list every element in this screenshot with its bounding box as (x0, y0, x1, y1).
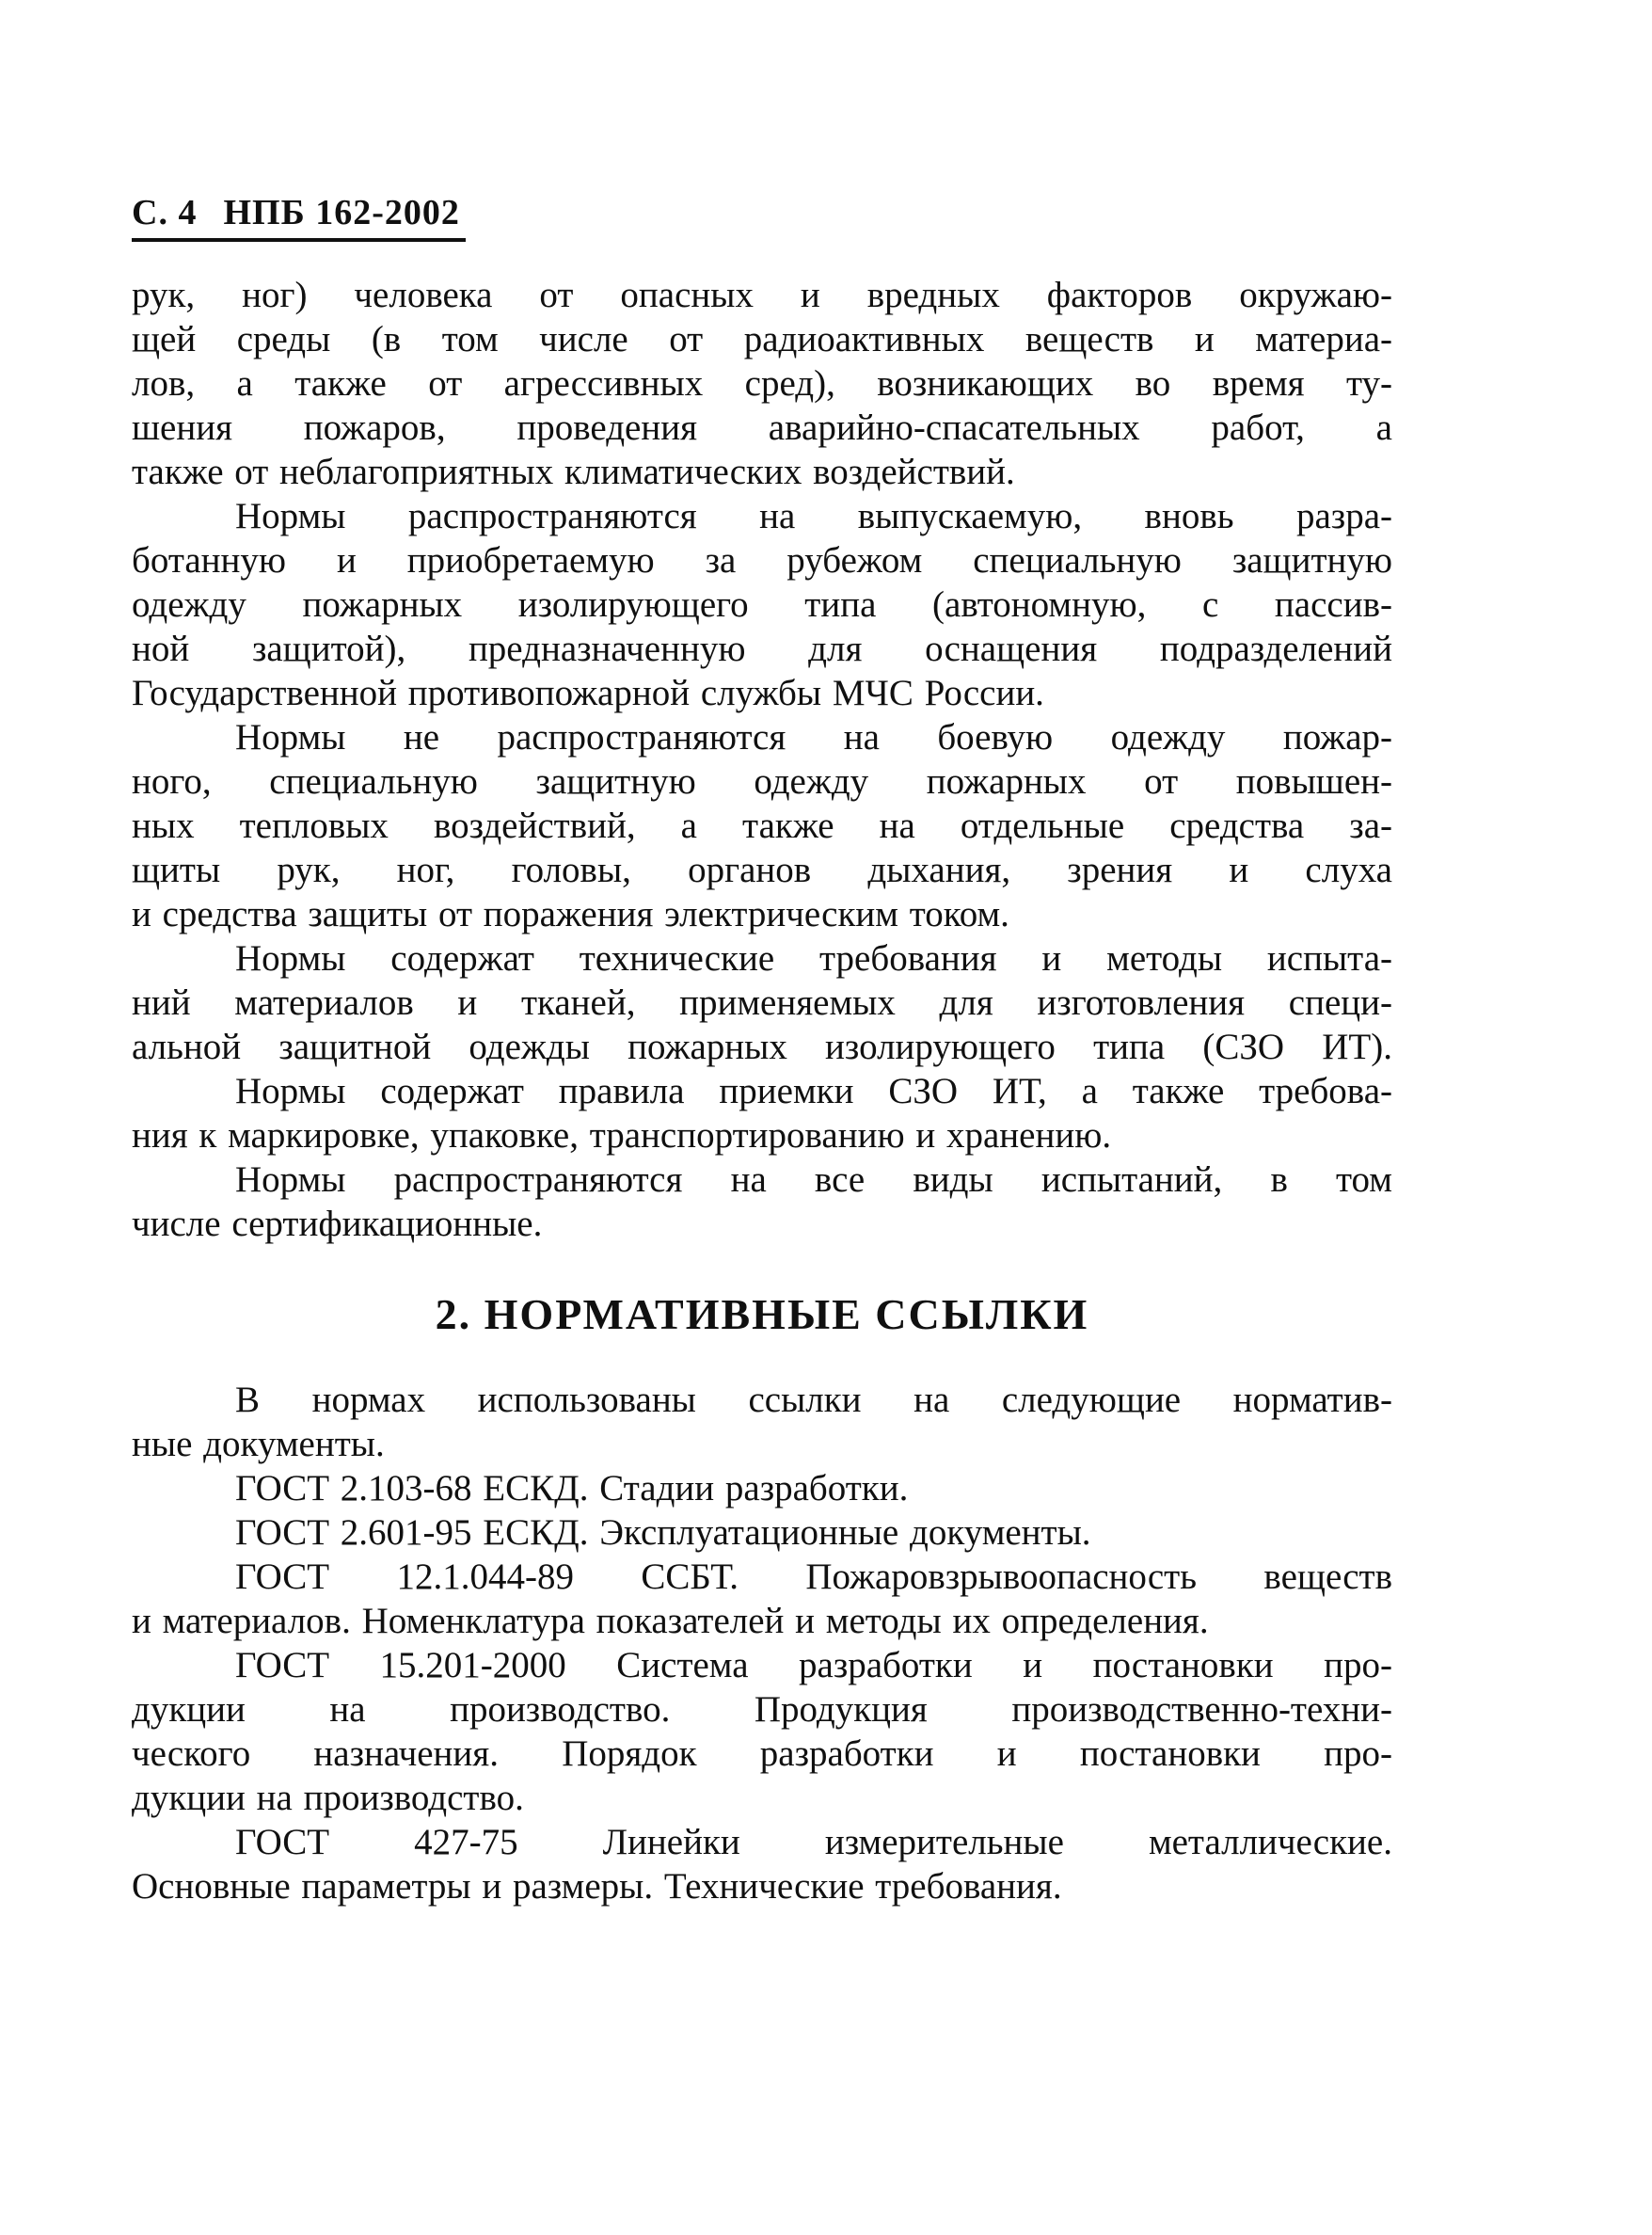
text-line: ных тепловых воздействий, а также на отдельные средства за- (132, 806, 1392, 846)
page-number-label: С. 4 (132, 193, 198, 232)
text-line: одежду пожарных изолирующего типа (автономную, с пассив- (132, 584, 1392, 625)
text-line: ческого назначения. Порядок разработки и постановки про- (132, 1733, 1392, 1774)
text-line: рук, ног) человека от опасных и вредных факторов окружаю- (132, 275, 1392, 315)
text-line: ГОСТ 2.601-95 ЕСКД. Эксплуатационные документы. (235, 1512, 1091, 1553)
text-line: ГОСТ 12.1.044-89 ССБТ. Пожаровзрывоопасность веществ (235, 1557, 1392, 1597)
text-line: ния к маркировке, упаковке, транспортированию и хранению. (132, 1115, 1112, 1156)
text-line: дукции на производство. Продукция производственно-техни- (132, 1689, 1392, 1730)
text-line: дукции на производство. (132, 1778, 524, 1818)
text-line: В нормах использованы ссылки на следующие норматив- (235, 1380, 1392, 1420)
text-block-scope (132, 273, 1392, 1246)
text-line: Нормы распространяются на все виды испытаний, в том (235, 1159, 1392, 1200)
text-line: ной защитой), предназначенную для оснащения подразделений (132, 629, 1392, 669)
text-line: ГОСТ 2.103-68 ЕСКД. Стадии разработки. (235, 1468, 909, 1509)
document-body (132, 273, 1392, 1908)
text-line: щей среды (в том числе от радиоактивных веществ и материа- (132, 319, 1392, 359)
text-line: ГОСТ 427-75 Линейки измерительные металлические. (235, 1822, 1392, 1862)
text-line: ного, специальную защитную одежду пожарных от повышен- (132, 761, 1392, 802)
text-line: Нормы содержат правила приемки СЗО ИТ, а также требова- (235, 1071, 1392, 1111)
document-code: НПБ 162-2002 (223, 193, 460, 232)
text-line: и материалов. Номенклатура показателей и методы их определения. (132, 1601, 1209, 1641)
text-block-references (132, 1378, 1392, 1908)
text-line: ний материалов и тканей, применяемых для изготовления специ- (132, 982, 1392, 1023)
text-line: также от неблагоприятных климатических воздействий. (132, 452, 1015, 492)
text-line: альной защитной одежды пожарных изолирующего типа (СЗО ИТ). (132, 1027, 1392, 1067)
text-line: Нормы не распространяются на боевую одежду пожар- (235, 717, 1392, 758)
text-line: щиты рук, ног, головы, органов дыхания, зрения и слуха (132, 850, 1392, 890)
text-line: ные документы. (132, 1424, 385, 1464)
text-line: ботанную и приобретаемую за рубежом специальную защитную (132, 540, 1392, 581)
text-line: Нормы распространяются на выпускаемую, вновь разра- (235, 496, 1392, 536)
text-line: числе сертификационные. (132, 1204, 543, 1244)
text-line: шения пожаров, проведения аварийно-спасательных работ, а (132, 407, 1392, 448)
text-line: Основные параметры и размеры. Технические требования. (132, 1866, 1062, 1907)
page-header (132, 192, 466, 242)
text-line: ГОСТ 15.201-2000 Система разработки и постановки про- (235, 1645, 1392, 1685)
text-line: Нормы содержат технические требования и методы испыта- (235, 938, 1392, 979)
text-line: Государственной противопожарной службы МЧС России. (132, 673, 1044, 713)
section-heading-normative-references: 2. НОРМАТИВНЫЕ ССЫЛКИ (435, 1290, 1089, 1338)
text-line: и средства защиты от поражения электрическим током. (132, 894, 1009, 934)
text-line: лов, а также от агрессивных сред), возникающих во время ту- (132, 363, 1392, 404)
